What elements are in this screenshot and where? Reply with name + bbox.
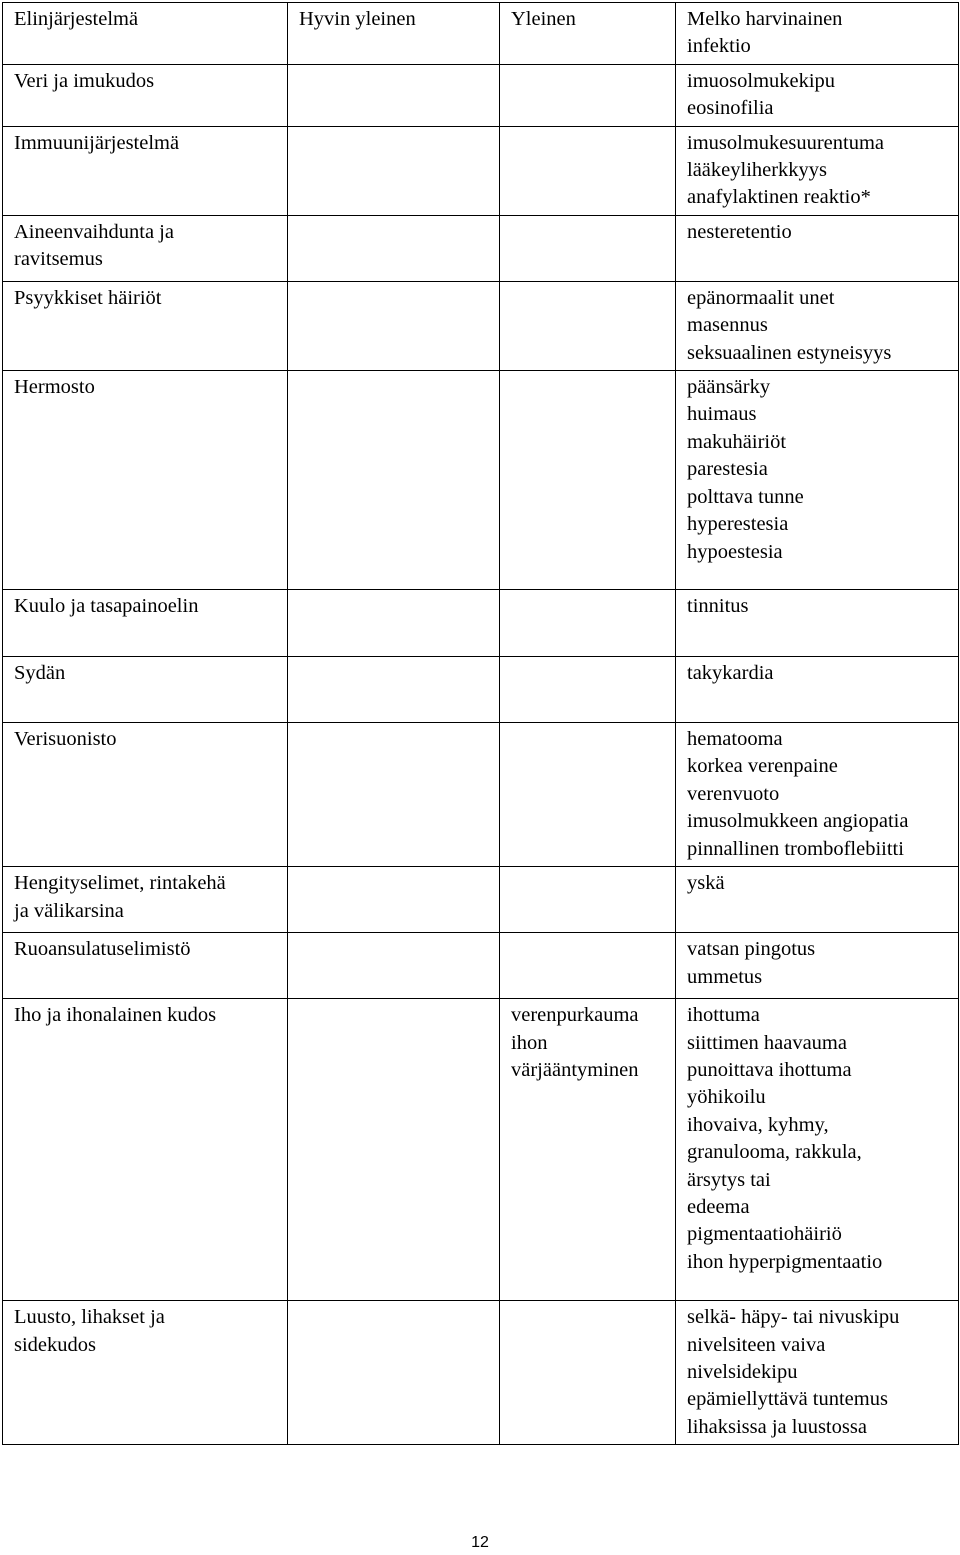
uncommon-cell: epänormaalit unet masennus seksuaalinen estyneisyys	[676, 281, 959, 370]
common-cell	[500, 867, 676, 933]
very-common-cell	[288, 215, 500, 281]
uncommon-cell: imusolmukesuurentuma lääkeyliherkkyys anafylaktinen reaktio*	[676, 126, 959, 215]
common-cell	[500, 723, 676, 867]
system-cell: Kuulo ja tasapainoelin	[3, 590, 288, 657]
very-common-cell	[288, 1301, 500, 1445]
system-cell: Psyykkiset häiriöt	[3, 281, 288, 370]
table-row	[3, 215, 959, 281]
system-cell: Immuunijärjestelmä	[3, 126, 288, 215]
very-common-cell	[288, 867, 500, 933]
adverse-reactions-table	[2, 2, 959, 1445]
uncommon-cell: takykardia	[676, 657, 959, 723]
common-cell	[500, 64, 676, 126]
common-cell	[500, 215, 676, 281]
uncommon-cell: yskä	[676, 867, 959, 933]
table-row	[3, 126, 959, 215]
table-header-row	[3, 3, 959, 65]
table-row	[3, 371, 959, 590]
system-cell: Iho ja ihonalainen kudos	[3, 999, 288, 1301]
system-cell: Veri ja imukudos	[3, 64, 288, 126]
very-common-cell	[288, 657, 500, 723]
common-cell	[500, 371, 676, 590]
page-number: 12	[471, 1534, 489, 1551]
very-common-cell	[288, 723, 500, 867]
uncommon-cell: tinnitus	[676, 590, 959, 657]
common-cell: verenpurkauma ihon värjääntyminen	[500, 999, 676, 1301]
table-row	[3, 933, 959, 999]
table-row	[3, 999, 959, 1301]
common-cell	[500, 590, 676, 657]
very-common-cell	[288, 64, 500, 126]
common-cell	[500, 657, 676, 723]
table-row	[3, 867, 959, 933]
table-row	[3, 1301, 959, 1445]
very-common-cell	[288, 933, 500, 999]
system-cell: Aineenvaihdunta ja ravitsemus	[3, 215, 288, 281]
system-cell: Hengityselimet, rintakehä ja välikarsina	[3, 867, 288, 933]
uncommon-cell: vatsan pingotus ummetus	[676, 933, 959, 999]
table-row	[3, 723, 959, 867]
system-cell: Hermosto	[3, 371, 288, 590]
very-common-cell	[288, 126, 500, 215]
very-common-cell	[288, 281, 500, 370]
header-cell: Hyvin yleinen	[288, 3, 500, 65]
system-cell: Sydän	[3, 657, 288, 723]
uncommon-cell: ihottuma siittimen haavauma punoittava ihottuma yöhikoilu ihovaiva, kyhmy, granulooma, rakkula, ärsytys tai edeema pigmentaatiohäiriö ihon hyperpigmentaatio	[676, 999, 959, 1301]
common-cell	[500, 281, 676, 370]
very-common-cell	[288, 371, 500, 590]
common-cell	[500, 933, 676, 999]
very-common-cell	[288, 999, 500, 1301]
uncommon-cell: hematooma korkea verenpaine verenvuoto imusolmukkeen angiopatia pinnallinen tromboflebiitti	[676, 723, 959, 867]
very-common-cell	[288, 590, 500, 657]
table-row	[3, 590, 959, 657]
uncommon-cell: päänsärky huimaus makuhäiriöt parestesia polttava tunne hyperestesia hypoestesia	[676, 371, 959, 590]
header-cell: Yleinen	[500, 3, 676, 65]
system-cell: Luusto, lihakset ja sidekudos	[3, 1301, 288, 1445]
table-row	[3, 281, 959, 370]
header-cell: Melko harvinainen infektio	[676, 3, 959, 65]
system-cell: Verisuonisto	[3, 723, 288, 867]
system-cell: Ruoansulatuselimistö	[3, 933, 288, 999]
common-cell	[500, 126, 676, 215]
table-row	[3, 64, 959, 126]
uncommon-cell: nesteretentio	[676, 215, 959, 281]
common-cell	[500, 1301, 676, 1445]
table-row	[3, 657, 959, 723]
uncommon-cell: selkä- häpy- tai nivuskipu nivelsiteen vaiva nivelsidekipu epämiellyttävä tuntemus lihaksissa ja luustossa	[676, 1301, 959, 1445]
header-cell: Elinjärjestelmä	[3, 3, 288, 65]
uncommon-cell: imuosolmukekipu eosinofilia	[676, 64, 959, 126]
